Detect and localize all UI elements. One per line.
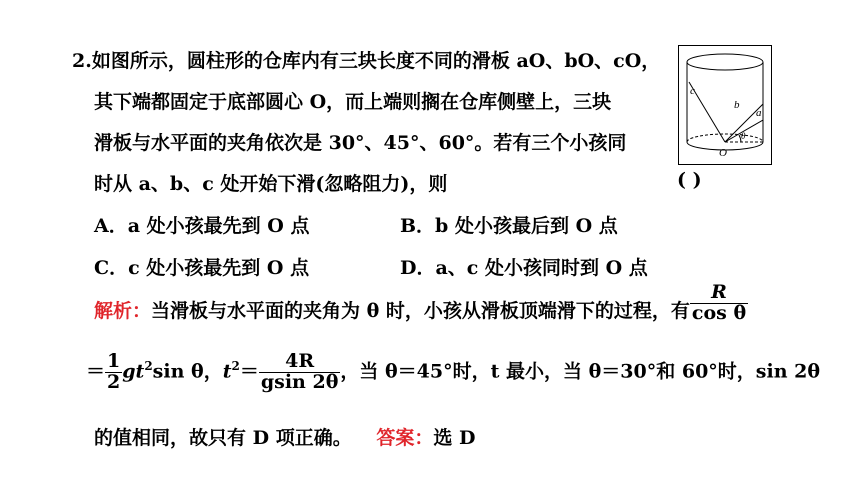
equals-sign-1: ＝	[86, 360, 106, 383]
cylinder-top-rim	[687, 54, 763, 70]
label-b: b	[734, 99, 740, 111]
t-variable: t	[222, 360, 232, 383]
fraction-1-numerator: R	[690, 283, 748, 304]
equals-sign-2: ＝	[239, 360, 259, 383]
cylinder-diagram	[678, 45, 772, 165]
fraction-3-denominator: gsin 2θ	[260, 370, 339, 393]
question-line-2: 其下端都固定于底部圆心 O，而上端则搁在仓库侧壁上，三块	[94, 91, 612, 113]
option-a: A．a 处小孩最先到 O 点	[94, 215, 310, 237]
solution-line-1	[94, 280, 748, 324]
fraction-r-over-cos	[690, 280, 748, 324]
solution-text-1: 当滑板与水平面的夹角为 θ 时，小孩从滑板顶端滑下的过程，有	[151, 300, 690, 322]
question-number: 2.	[72, 50, 92, 72]
answer-value: 选 D	[433, 427, 476, 449]
answer-label: 答案：	[376, 427, 434, 449]
fraction-one-half	[105, 352, 122, 393]
question-line-3: 滑板与水平面的夹角依次是 30°、45°、60°。若有三个小孩同	[94, 132, 627, 154]
question-line-4: 时从 a、b、c 处开始下滑(忽略阻力)，则	[94, 173, 448, 195]
question-line-1	[72, 46, 660, 73]
solution-text-3: 的值相同，故只有 D 项正确。	[94, 427, 352, 449]
fraction-1-denominator: cos θ	[691, 301, 747, 324]
fraction-2-numerator: 1	[107, 350, 121, 372]
fraction-4r-over-gsin	[259, 352, 341, 393]
solution-line-2	[86, 352, 820, 393]
label-O: O	[719, 147, 727, 159]
g-t-term: gt	[122, 360, 145, 383]
label-c: c	[690, 85, 695, 97]
solution-line-3	[94, 423, 475, 450]
question-text-1: 如图所示，圆柱形的仓库内有三块长度不同的滑板 aO、bO、cO，	[91, 50, 661, 72]
solution-text-2: ，当 θ＝45°时，t 最小，当 θ＝30°和 60°时，sin 2θ	[340, 360, 821, 383]
option-c: C．c 处小孩最先到 O 点	[94, 257, 310, 279]
sin-theta-term: sin θ，	[152, 360, 223, 383]
option-b: B．b 处小孩最后到 O 点	[400, 215, 618, 237]
cylinder-svg	[679, 46, 771, 164]
option-d: D．a、c 处小孩同时到 O 点	[400, 257, 648, 279]
fraction-3-numerator: 4R	[259, 352, 341, 373]
label-a: a	[756, 107, 762, 119]
t-squared-exponent: 2	[144, 359, 153, 374]
label-theta: θ	[741, 131, 746, 141]
answer-blank: ( )	[677, 169, 702, 191]
solution-label: 解析：	[94, 300, 152, 322]
cylinder-bottom-back	[687, 134, 763, 142]
fraction-2-denominator: 2	[107, 370, 121, 393]
t-exponent: 2	[231, 359, 240, 374]
